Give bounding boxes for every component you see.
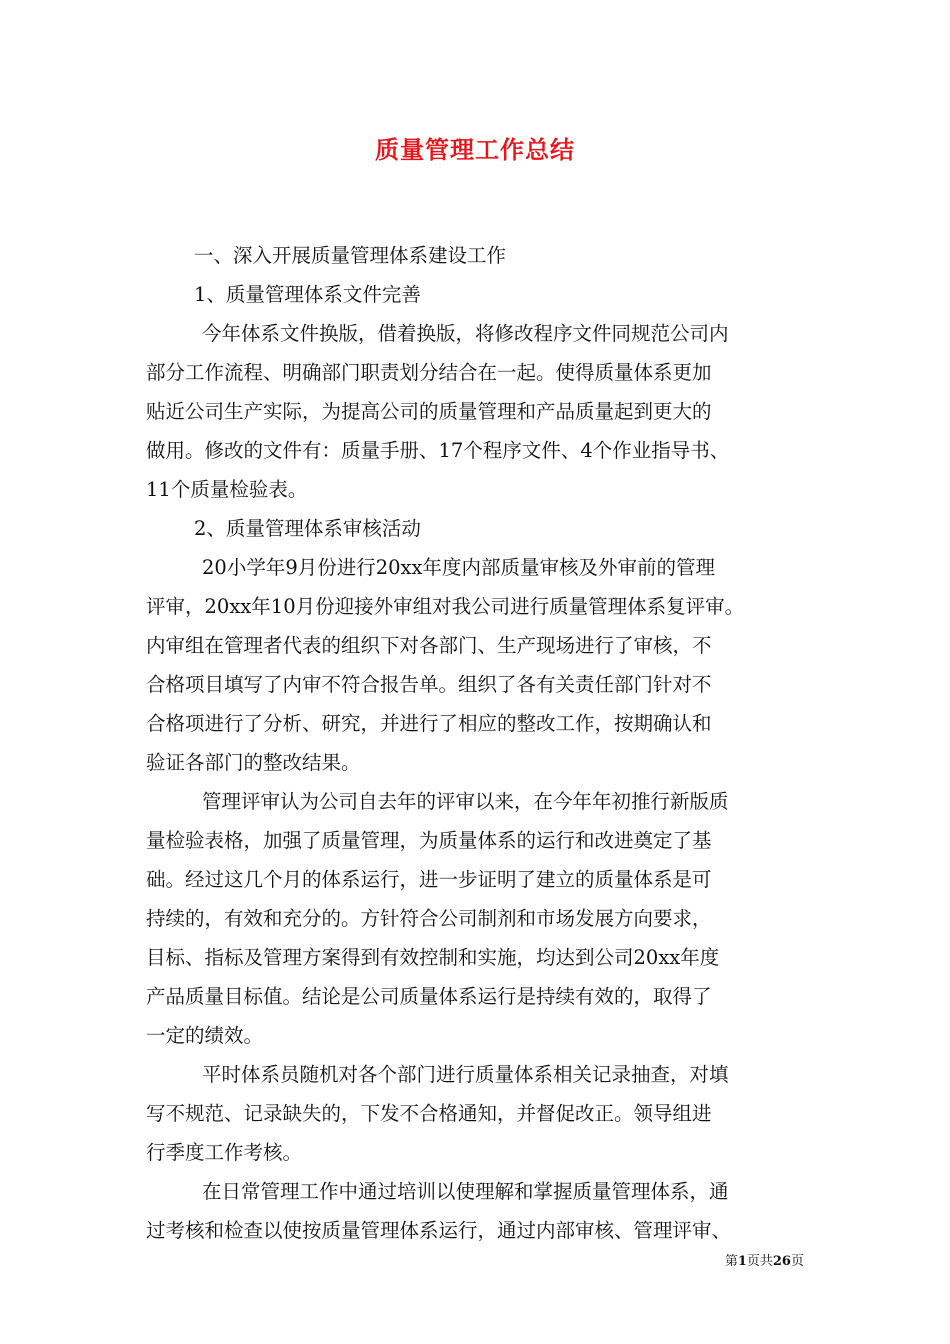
total-pages: 26	[772, 1254, 791, 1269]
paragraph-line: 在日常管理工作中通过培训以使理解和掌握质量管理体系，通	[202, 1180, 729, 1203]
section-heading: 一、深入开展质量管理体系建设工作	[194, 244, 507, 267]
paragraph-line: 础。经过这几个月的体系运行，进一步证明了建立的质量体系是可	[146, 868, 712, 891]
paragraph-line: 平时体系员随机对各个部门进行质量体系相关记录抽查，对填	[202, 1063, 729, 1086]
paragraph-line: 部分工作流程、明确部门职责划分结合在一起。使得质量体系更加	[146, 361, 712, 384]
paragraph-line: 量检验表格，加强了质量管理，为质量体系的运行和改进奠定了基	[146, 829, 712, 852]
paragraph-line: 行季度工作考核。	[146, 1141, 303, 1164]
paragraph-line: 写不规范、记录缺失的，下发不合格通知，并督促改正。领导组进	[146, 1102, 712, 1125]
paragraph-line: 目标、指标及管理方案得到有效控制和实施，均达到公司20xx年度	[146, 946, 720, 969]
paragraph-line: 20小学年9月份进行20xx年度内部质量审核及外审前的管理	[202, 556, 716, 579]
paragraph-line: 管理评审认为公司自去年的评审以来，在今年年初推行新版质	[202, 790, 729, 813]
document-title: 质量管理工作总结	[375, 135, 575, 164]
paragraph-line: 一定的绩效。	[146, 1024, 264, 1047]
paragraph-line: 产品质量目标值。结论是公司质量体系运行是持续有效的，取得了	[146, 985, 712, 1008]
paragraph-line: 持续的，有效和充分的。方针符合公司制剂和市场发展方向要求，	[146, 907, 712, 930]
paragraph-line: 合格项目填写了内审不符合报告单。组织了各有关责任部门针对不	[146, 673, 712, 696]
subsection-heading: 1、质量管理体系文件完善	[194, 283, 421, 306]
current-page: 1	[737, 1254, 747, 1269]
paragraph-line: 11个质量检验表。	[146, 478, 308, 501]
paragraph-line: 内审组在管理者代表的组织下对各部门、生产现场进行了审核，不	[146, 634, 712, 657]
paragraph-line: 过考核和检查以使按质量管理体系运行，通过内部审核、管理评审、	[146, 1219, 732, 1242]
document-body	[146, 236, 811, 1250]
paragraph-line: 评审，20xx年10月份迎接外审组对我公司进行质量管理体系复评审。	[146, 595, 745, 618]
page-number-prefix: 第	[724, 1254, 738, 1269]
page-number-suffix: 页	[790, 1254, 804, 1269]
paragraph-line: 贴近公司生产实际，为提高公司的质量管理和产品质量起到更大的	[146, 400, 712, 423]
paragraph-line: 今年体系文件换版，借着换版，将修改程序文件同规范公司内	[202, 322, 729, 345]
subsection-heading: 2、质量管理体系审核活动	[194, 517, 421, 540]
paragraph-line: 做用。修改的文件有：质量手册、17个程序文件、4个作业指导书、	[146, 439, 730, 462]
paragraph-line: 合格项进行了分析、研究，并进行了相应的整改工作，按期确认和	[146, 712, 712, 735]
page-number-middle: 页共	[746, 1254, 773, 1269]
page-number	[725, 1250, 804, 1269]
paragraph-line: 验证各部门的整改结果。	[146, 751, 361, 774]
